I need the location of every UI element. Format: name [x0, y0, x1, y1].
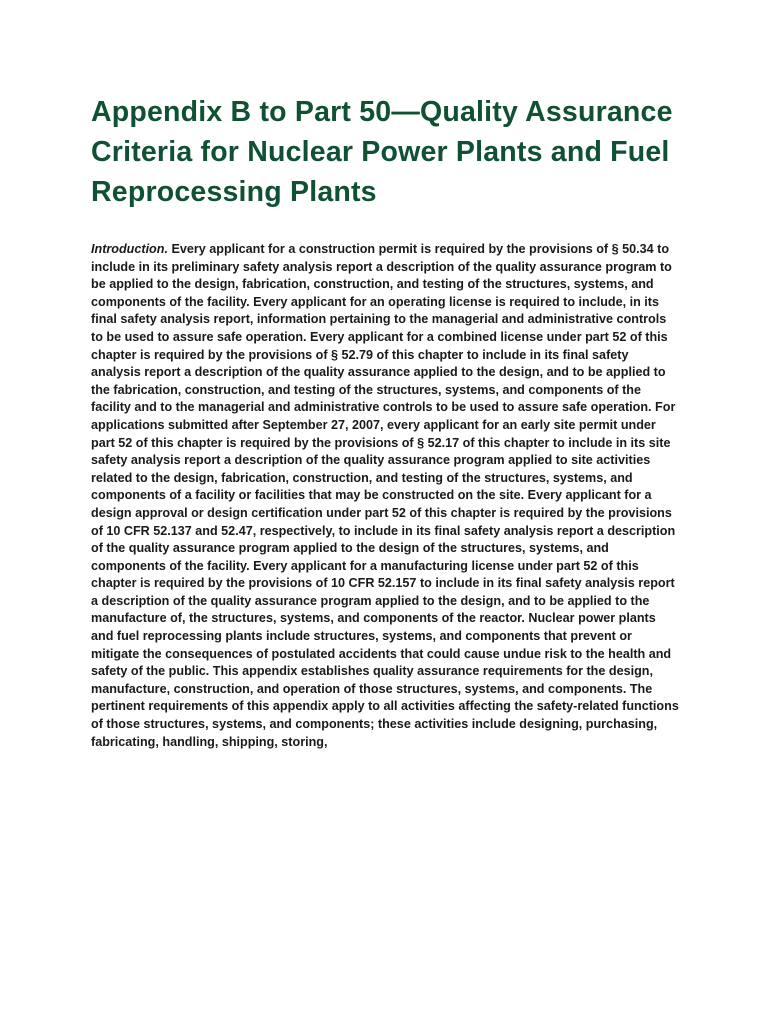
- intro-label: Introduction.: [91, 242, 168, 256]
- intro-paragraph: [91, 241, 679, 751]
- page-title: Appendix B to Part 50—Quality Assurance Criteria for Nuclear Power Plants and Fuel Reprocessing Plants: [91, 96, 673, 208]
- intro-text: Every applicant for a construction permit is required by the provisions of § 50.34 to include in its preliminary safety analysis report a description of the quality assurance program to be applied to the design, fabrication, construction, and testing of the structures, systems, and components of the facility. Every applicant for an operating license is required to include, in its final safety analysis report, information pertaining to the managerial and administrative controls to be used to assure safe operation. Every applicant for a combined license under part 52 of this chapter is required by the provisions of § 52.79 of this chapter to include in its final safety analysis report a description of the quality assurance applied to the design, and to be applied to the fabrication, construction, and testing of the structures, systems, and components of the facility and to the managerial and administrative controls to be used to assure safe operation. For applications submitted after September 27, 2007, every applicant for an early site permit under part 52 of this chapter is required by the provisions of § 52.17 of this chapter to include in its site safety analysis report a description of the quality assurance program applied to site activities related to the design, fabrication, construction, and testing of the structures, systems, and components of a facility or facilities that may be constructed on the site. Every applicant for a design approval or design certification under part 52 of this chapter is required by the provisions of 10 CFR 52.137 and 52.47, respectively, to include in its final safety analysis report a description of the quality assurance program applied to the design of the structures, systems, and components of the facility. Every applicant for a manufacturing license under part 52 of this chapter is required by the provisions of 10 CFR 52.157 to include in its final safety analysis report a description of the quality assurance program applied to the design, and to be applied to the manufacture of, the structures, systems, and components of the reactor. Nuclear power plants and fuel reprocessing plants include structures, systems, and components that prevent or mitigate the consequences of postulated accidents that could cause undue risk to the health and safety of the public. This appendix establishes quality assurance requirements for the design, manufacture, construction, and operation of those structures, systems, and components. The pertinent requirements of this appendix apply to all activities affecting the safety-related functions of those structures, systems, and components; these activities include designing, purchasing, fabricating, handling, shipping, storing,: [91, 242, 679, 749]
- document-page: [91, 92, 679, 751]
